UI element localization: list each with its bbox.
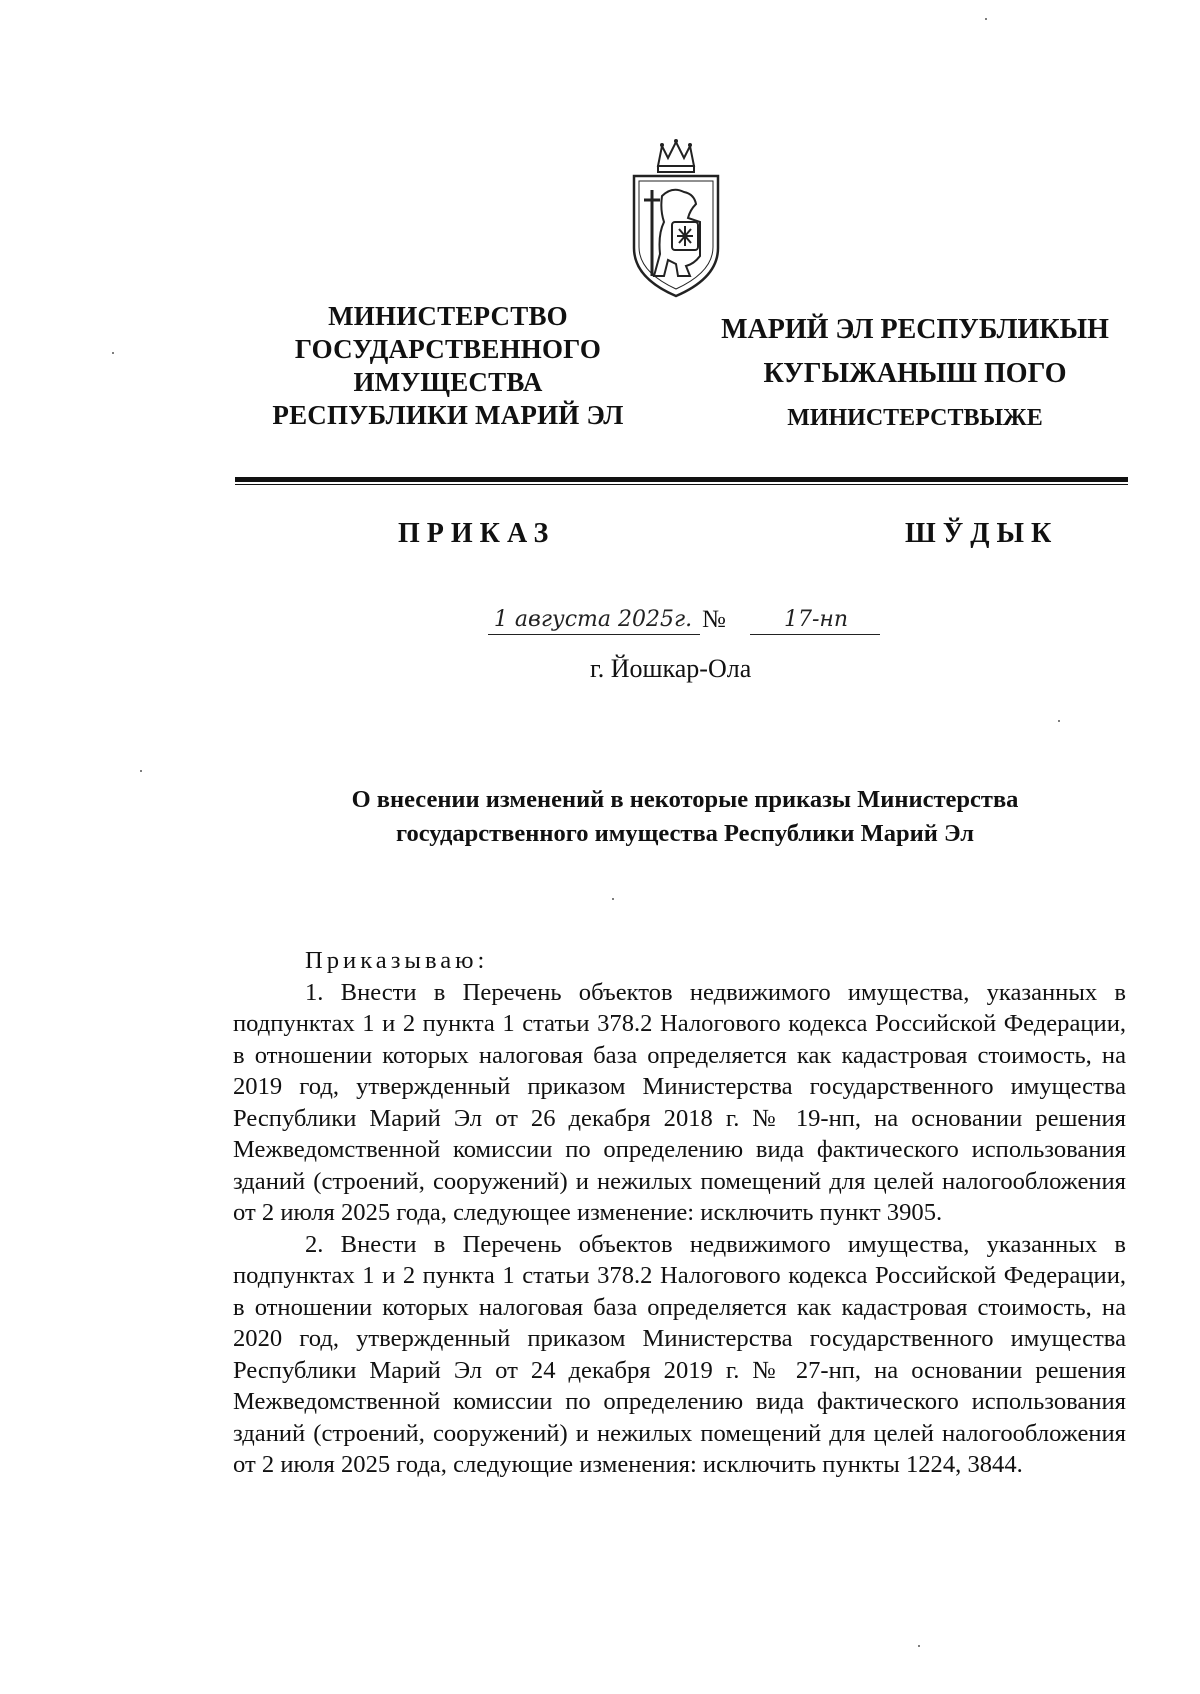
- ministry-name-mari-line: МАРИЙ ЭЛ РЕСПУБЛИКЫН: [721, 314, 1109, 345]
- scan-speck: [985, 18, 987, 20]
- document-body: [233, 945, 1126, 1481]
- ministry-name-mari: [705, 308, 1125, 440]
- document-title-line: О внесении изменений в некоторые приказы Министерства: [351, 786, 1019, 813]
- order-date-number: [488, 598, 908, 638]
- coat-of-arms-mari-el-icon: [628, 138, 724, 300]
- decree-word: Приказываю:: [305, 947, 489, 974]
- scan-speck: [612, 898, 614, 900]
- ministry-name-mari-line: КУГЫЖАНЫШ ПОГО: [763, 358, 1067, 389]
- order-label-mari: ШЎДЫК: [905, 518, 1059, 549]
- ministry-name-mari-line: МИНИСТЕРСТВЫЖЕ: [787, 405, 1043, 431]
- document-title-line: государственного имущества Республики Марий Эл: [395, 820, 975, 847]
- body-paragraph: 2. Внести в Перечень объектов недвижимого имущества, указанных в подпунктах 1 и 2 пункта 1 статьи 378.2 Налогового кодекса Российской Федерации, в отношении которых налоговая база определяется как кадастровая стоимость, на 2020 год, утвержденный приказом Министерства государственного имущества Республики Марий Эл от 24 декабря 2019 г. № 27-нп, на основании решения Межведомственной комиссии по определению вида фактического использования зданий (строений, сооружений) и нежилых помещений для целей налогообложения от 2 июля 2025 года, следующие изменения: исключить пункты 1224, 3844.: [233, 1230, 1126, 1478]
- order-date-handwritten: 1 августа 2025г.: [493, 607, 693, 632]
- order-number-handwritten: 17-нп: [783, 607, 849, 632]
- ministry-name-ru-line: РЕСПУБЛИКИ МАРИЙ ЭЛ: [272, 400, 624, 430]
- ministry-name-ru-line: ИМУЩЕСТВА: [353, 367, 543, 397]
- ministry-name-ru-line: ГОСУДАРСТВЕННОГО: [294, 334, 602, 364]
- header-divider: [235, 477, 1128, 485]
- scan-speck: [112, 352, 114, 354]
- body-paragraph: 1. Внести в Перечень объектов недвижимого имущества, указанных в подпунктах 1 и 2 пункта 1 статьи 378.2 Налогового кодекса Российской Федерации, в отношении которых налоговая база определяется как кадастровая стоимость, на 2019 год, утвержденный приказом Министерства государственного имущества Республики Марий Эл от 26 декабря 2018 г. № 19-нп, на основании решения Межведомственной комиссии по определению вида фактического использования зданий (строений, сооружений) и нежилых помещений для целей налогообложения от 2 июля 2025 года, следующее изменение: исключить пункт 3905.: [233, 978, 1126, 1226]
- order-city: г. Йошкар-Ола: [590, 654, 752, 683]
- ministry-name-ru: [248, 300, 648, 432]
- scan-speck: [140, 770, 142, 772]
- ministry-name-ru-line: МИНИСТЕРСТВО: [328, 301, 568, 331]
- scan-speck: [918, 1645, 920, 1647]
- order-number-label: №: [702, 606, 726, 633]
- scan-speck: [1058, 720, 1060, 722]
- document-title: [240, 783, 1130, 851]
- order-label-ru: ПРИКАЗ: [398, 518, 556, 549]
